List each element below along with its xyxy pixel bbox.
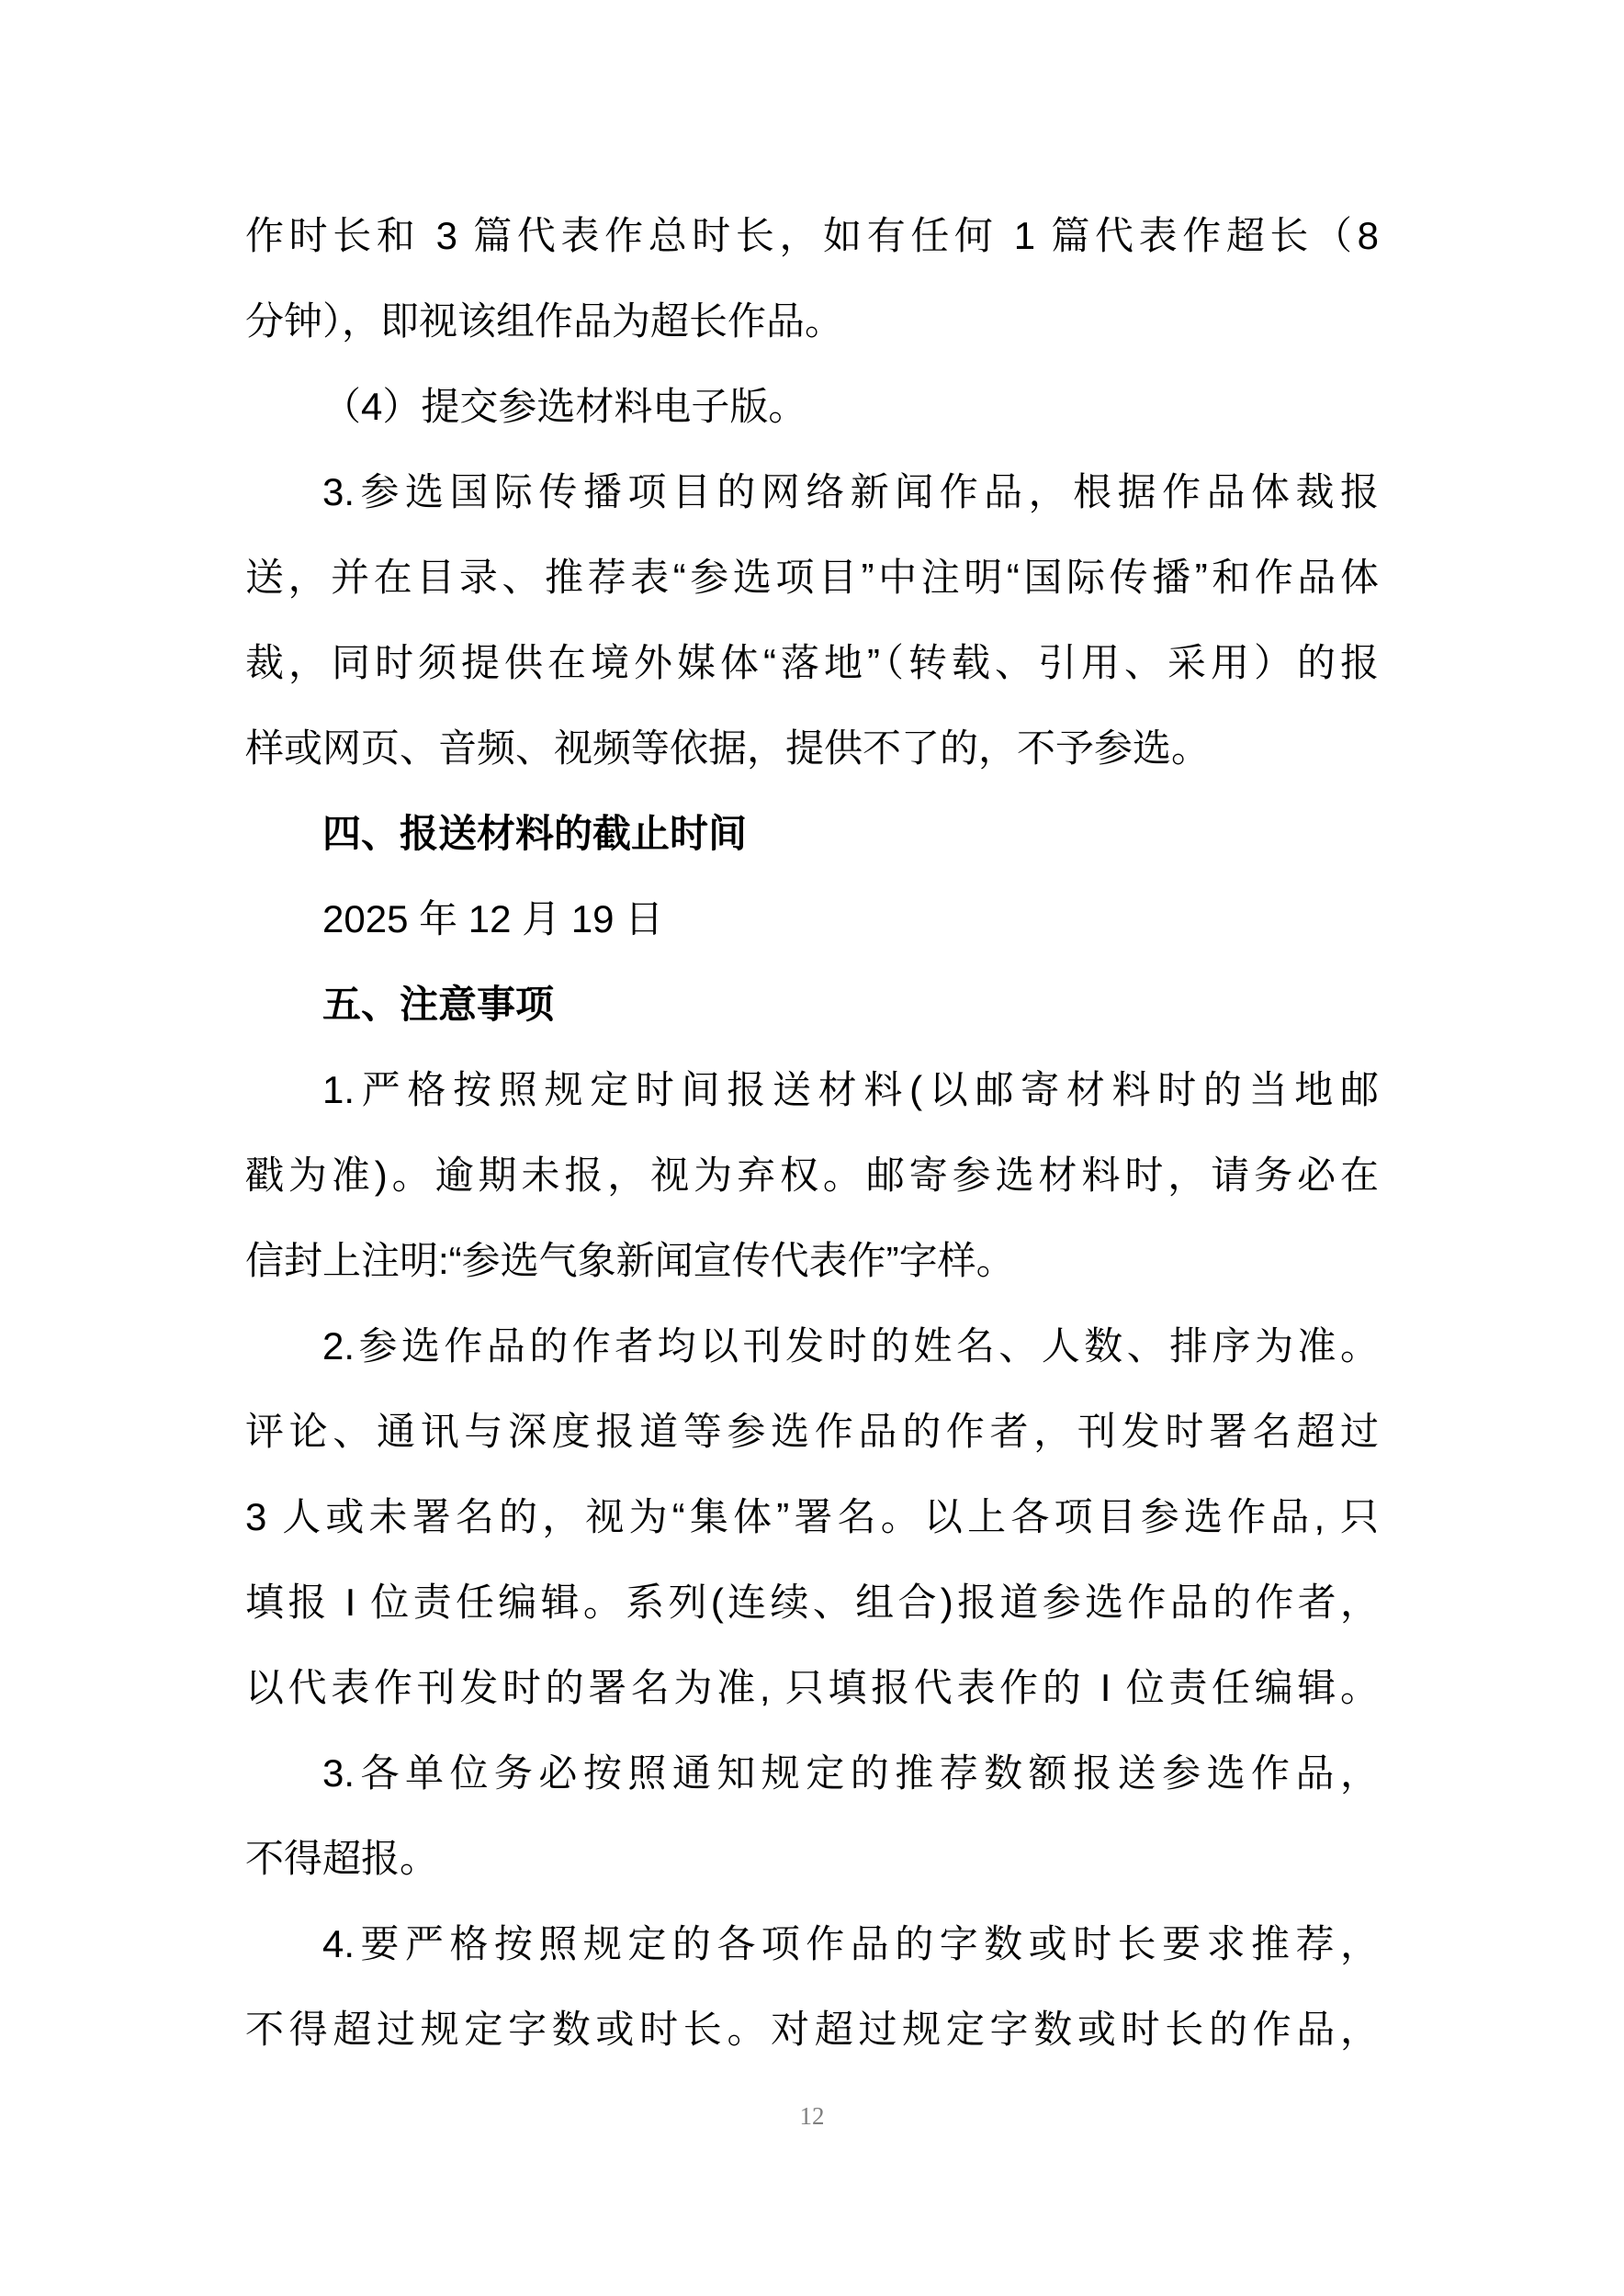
text-line: 作时长和 3 篇代表作总时长，如有任何 1 篇代表作超长（8 bbox=[245, 214, 1379, 257]
text-line: 信封上注明:“参选气象新闻宣传代表作”字样。 bbox=[245, 1239, 1015, 1282]
text-line: 3 人或未署名的，视为“集体”署名。以上各项目参选作品, 只 bbox=[245, 1495, 1379, 1538]
text-line: 以代表作刊发时的署名为准, 只填报代表作的 I 位责任编辑。 bbox=[245, 1666, 1379, 1709]
text-line: 3.参选国际传播项目的网络新闻作品，根据作品体裁报 bbox=[322, 470, 1379, 513]
text-line: 4.要严格按照规定的各项作品的字数或时长要求推荐， bbox=[322, 1922, 1379, 1965]
text-line: 送，并在目录、推荐表“参选项目”中注明“国际传播”和作品体 bbox=[245, 556, 1379, 599]
text-line: 戳为准)。逾期未报，视为弃权。邮寄参选材料时，请务必在 bbox=[245, 1154, 1379, 1197]
text-line: 不得超过规定字数或时长。对超过规定字数或时长的作品， bbox=[245, 2008, 1379, 2051]
text-line: 裁，同时须提供在境外媒体“落地”（转载、引用、采用）的报 bbox=[245, 641, 1379, 684]
section-heading: 五、注意事项 bbox=[322, 983, 555, 1026]
text-line: 不得超报。 bbox=[245, 1837, 439, 1880]
text-line: 1.严格按照规定时间报送材料(以邮寄材料时的当地邮 bbox=[322, 1068, 1379, 1111]
text-line: 填报 I 位责任编辑。系列(连续、组合)报道参选作品的作者， bbox=[245, 1581, 1379, 1624]
deadline-date: 2025 年 12 月 19 日 bbox=[322, 897, 664, 940]
text-line: 分钟），即视该组作品为超长作品。 bbox=[245, 299, 844, 343]
document-body bbox=[245, 193, 1379, 2072]
section-heading: 四、报送材料的截止时间 bbox=[322, 812, 748, 855]
text-line: （4）提交参选材料电子版。 bbox=[322, 385, 807, 428]
text-line: 3.各单位务必按照通知规定的推荐数额报送参选作品， bbox=[322, 1751, 1379, 1795]
text-line: 2.参选作品的作者均以刊发时的姓名、人数、排序为准。 bbox=[322, 1324, 1379, 1367]
page-number: 12 bbox=[799, 2102, 825, 2130]
text-line: 样或网页、音频、视频等依据，提供不了的，不予参选。 bbox=[245, 726, 1211, 770]
text-line: 评论、通讯与深度报道等参选作品的作者，刊发时署名超过 bbox=[245, 1410, 1379, 1453]
